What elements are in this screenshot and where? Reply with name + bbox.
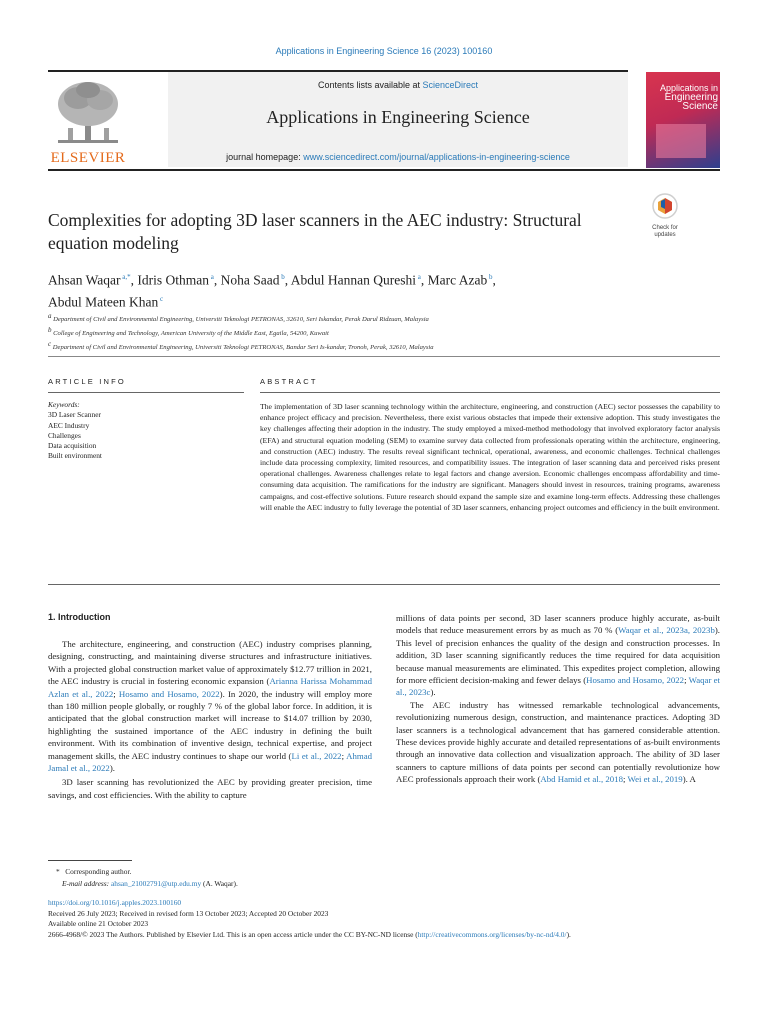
body-paragraph — [396, 612, 720, 699]
article-title: Complexities for adopting 3D laser scanners in the AEC industry: Structural equation modeling — [48, 210, 582, 253]
affiliation-text: College of Engineering and Technology, American University of the Middle East, Egaila, 54200, Kuwait — [51, 330, 329, 338]
email-line — [56, 878, 696, 890]
corresponding-text: Corresponding author. — [65, 867, 132, 876]
author-email-link[interactable]: ahsan_21002791@utp.edu.my — [111, 879, 202, 888]
author-name[interactable]: Idris Othman — [137, 272, 210, 288]
citation-link[interactable]: Hosamo and Hosamo, 2022 — [586, 675, 685, 686]
paragraph-text: ; — [622, 774, 628, 785]
email-label: E-mail address: — [62, 879, 110, 888]
affiliation-item — [48, 311, 720, 325]
citation-link[interactable]: Waqar et al., 2023c — [396, 675, 720, 698]
journal-cover-title — [648, 84, 718, 111]
keyword-item: 3D Laser Scanner — [48, 410, 101, 420]
running-head[interactable]: Applications in Engineering Science 16 (2023) 100160 — [275, 46, 493, 56]
elsevier-wordmark[interactable]: ELSEVIER — [50, 150, 126, 166]
paragraph-text: ; — [113, 688, 119, 699]
body-paragraph — [396, 699, 720, 786]
journal-name: Applications in Engineering Science — [266, 107, 530, 127]
license-link[interactable]: http://creativecommons.org/licenses/by-nc-nd/4.0/ — [417, 929, 567, 939]
masthead-bottom-rule — [48, 169, 720, 171]
affiliation-text: Department of Civil and Environmental Engineering, Universiti Teknologi PETRONAS, Bandar Seri Is-kandar, Tronoh, Perak, 32610, Malaysia — [51, 344, 434, 352]
citation-link[interactable]: Li et al., 2022 — [291, 750, 342, 761]
paragraph-text: millions of data points per second, 3D laser scanners produce highly accurate, as-built models that reduce measurement errors by as much as 70 % ( — [396, 613, 720, 636]
paragraph-text: ; — [341, 750, 347, 761]
affiliation-mark: b — [48, 326, 52, 335]
keyword-item: Data acquisition — [48, 441, 97, 451]
journal-homepage-link[interactable]: www.sciencedirect.com/journal/applications-in-engineering-science — [303, 152, 570, 162]
citation-link[interactable]: Wei et al., 2019 — [627, 774, 683, 785]
keyword-item: AEC Industry — [48, 420, 90, 430]
doi-link[interactable]: https://doi.org/10.1016/j.apples.2023.100160 — [48, 898, 182, 907]
author-affiliation-mark[interactable]: a — [415, 273, 421, 281]
journal-homepage-line — [168, 152, 628, 162]
elsevier-tree-icon — [48, 78, 128, 150]
author-affiliation-mark[interactable]: a,* — [120, 273, 131, 281]
author-name[interactable]: Abdul Mateen Khan — [48, 294, 159, 309]
author-affiliation-mark[interactable]: b — [279, 273, 285, 281]
keyword-item: Built environment — [48, 451, 102, 461]
keywords-block — [48, 400, 244, 462]
corresponding-line — [56, 866, 696, 878]
author-affiliation-mark[interactable]: c — [158, 294, 164, 303]
author-affiliation-mark[interactable]: a — [209, 273, 214, 281]
keyword-item: Challenges — [48, 430, 81, 440]
article-info-rule — [48, 392, 244, 393]
citation-link[interactable]: Waqar et al., 2023a, 2023b — [618, 625, 715, 636]
body-paragraph — [48, 638, 372, 774]
body-column-left — [48, 638, 372, 801]
author-name[interactable]: Abdul Hannan Qureshi — [290, 272, 416, 288]
affiliation-list — [48, 311, 720, 354]
paragraph-text: The architecture, engineering, and construction (AEC) industry comprises planning, designing, constructing, and maintaining diverse structures and infrastructure initiatives. With a projected global construction market value of approximately $12.77 trillion in 2021, the AEC industry is crucial in fostering economic expansion ( — [48, 639, 372, 687]
publication-info — [48, 898, 720, 940]
cover-title-line: Engineering — [664, 92, 718, 103]
received-dates: Received 26 July 2023; Received in revised form 13 October 2023; Accepted 20 October 2023 — [48, 908, 329, 918]
available-online-date: Available online 21 October 2023 — [48, 919, 149, 929]
affiliation-rule — [48, 356, 720, 357]
citation-link[interactable]: Ahmad Jamal et al., 2022 — [48, 750, 372, 774]
affiliation-item — [48, 325, 720, 339]
author-name[interactable]: Noha Saad — [220, 272, 280, 288]
author-name[interactable]: Marc Azab — [427, 272, 488, 288]
contents-availability-line — [168, 80, 628, 90]
affiliation-mark: c — [48, 340, 52, 349]
citation-link[interactable]: Arianna Harissa Mohammad Azlan et al., 2022 — [48, 676, 373, 699]
abstract-bottom-rule — [48, 584, 720, 585]
license-statement — [48, 930, 720, 941]
introduction-heading: 1. Introduction — [48, 612, 111, 622]
paragraph-text: ). A — [682, 774, 696, 785]
article-info-heading: ARTICLE INFO — [48, 377, 126, 386]
affiliation-mark: a — [48, 312, 52, 320]
homepage-prefix: journal homepage: — [226, 152, 304, 162]
paragraph-text: ). This level of precision enhances the quality of the design and construction processes. In addition, 3D laser scanning significantly reduces the time required for data acquisition because manual measurements are eliminated. This expedites project completion, allowing for more efficient decision-making and fewer delays ( — [396, 625, 720, 686]
cover-title-line: Applications in — [659, 83, 718, 93]
paragraph-text: ). In 2020, the industry will employ more than 180 million people globally, or roughly 7 % of the global labor force. In addition, it is anticipated that the global construction market will increase to $14.07 trillion by 2030, highlighting the sustained importance of the AEC industry in defining the built environment. With its combination of inventive design, technical expertise, and project management skills, the AEC industry continues to shape our world ( — [48, 688, 372, 761]
abstract-heading: ABSTRACT — [260, 377, 318, 386]
paragraph-text: The AEC industry has witnessed remarkable technological advancements, revolutionizing numerous design, construction, and maintenance practices. Adopting 3D laser scanners is a technological advancement that has garnered considerable attention. These devices provide highly accurate and detailed representations of as-built environments through an innovative data collection and visualization approach. The ability of 3D laser scanners to capture millions of data points per second can potentially revolutionize how AEC professionals approach their work ( — [396, 699, 720, 785]
corresponding-author-footnote — [56, 866, 696, 890]
paragraph-text: ; — [684, 675, 689, 686]
author-list: Ahsan Waqar $^{a,*}$, Idris Othman $^a$, Noha Saad $^b$, Abdul Hannan Qureshi $^a$, Marc Azab $^b$, Abdul Mateen Khan $^c$ — [48, 272, 496, 309]
keywords-heading: Keywords: — [48, 400, 80, 409]
cover-title-line: Science — [682, 101, 718, 112]
citation-link[interactable]: Hosamo and Hosamo, 2022 — [118, 688, 220, 699]
affiliation-item — [48, 339, 720, 353]
body-column-right — [396, 612, 720, 786]
license-close: ). — [566, 929, 571, 939]
check-updates-line1: Check for — [652, 225, 678, 231]
footnote-rule — [48, 860, 132, 861]
body-paragraph — [48, 776, 372, 801]
author-affiliation-mark[interactable]: b — [487, 273, 493, 281]
paragraph-text: ). — [109, 763, 115, 774]
affiliation-text: Department of Civil and Environmental Engineering, Universiti Teknologi PETRONAS, 32610, Seri Iskandar, Perak Darul Ridzuan, Malaysia — [51, 316, 429, 324]
paragraph-text: 3D laser scanning has revolutionized the AEC by providing greater precision, time savings, and cost efficiencies. With the ability to capture — [48, 777, 372, 800]
email-suffix: (A. Waqar). — [203, 879, 238, 888]
check-updates-icon — [651, 192, 679, 220]
check-updates-line2: updates — [654, 232, 676, 238]
sciencedirect-link[interactable]: ScienceDirect — [422, 80, 479, 90]
license-text: 2666-4968/© 2023 The Authors. Published by Elsevier Ltd. This is an open access article under the CC BY-NC-ND license ( — [48, 929, 418, 939]
author-name[interactable]: Ahsan Waqar — [48, 272, 121, 288]
abstract-text: The implementation of 3D laser scanning technology within the architecture, engineering, and construction (AEC) sector possesses the capability to enhance project efficacy and precision. Nevertheless, there exist various obstacles that impede their extensive adoption. This study investigates the key challenges affecting their adoption in the industry. The study employed a mixed-method methodology that involved exploratory factor analysis (EFA) and structural equation modeling (SEM) to examine survey data collected from professionals operating within the architecture, engineering, and construction (AEC) industry. The results reveal significant technical, operational, awareness, and economic challenges. Technical challenges include data processing complexity, limited resources, and compatibility issues. The integration of laser scanning data and perceived risks present operational challenges. Awareness challenges relate to legal factors and change aversion. Economic challenges encompass affordability and time-consuming data acquisition. The ramifications for the industry are significant. Managers should invest in resources, training programs, awareness campaigns, and cost-effective solutions. Future research should expand the sample size and examine long-term effects. Addressing these challenges will enable the AEC industry to fully leverage the potential of 3D laser scanners, enhancing project outcomes and efficiency in the built environment. — [260, 402, 720, 512]
check-for-updates-button[interactable] — [646, 192, 684, 239]
abstract-rule — [260, 392, 720, 393]
paragraph-text: ). — [430, 687, 436, 698]
cover-artwork — [656, 124, 706, 158]
citation-link[interactable]: Abd Hamid et al., 2018 — [540, 774, 623, 785]
asterisk-mark: * — [56, 867, 60, 876]
check-updates-label — [646, 225, 684, 239]
contents-prefix: Contents lists available at — [317, 80, 423, 90]
